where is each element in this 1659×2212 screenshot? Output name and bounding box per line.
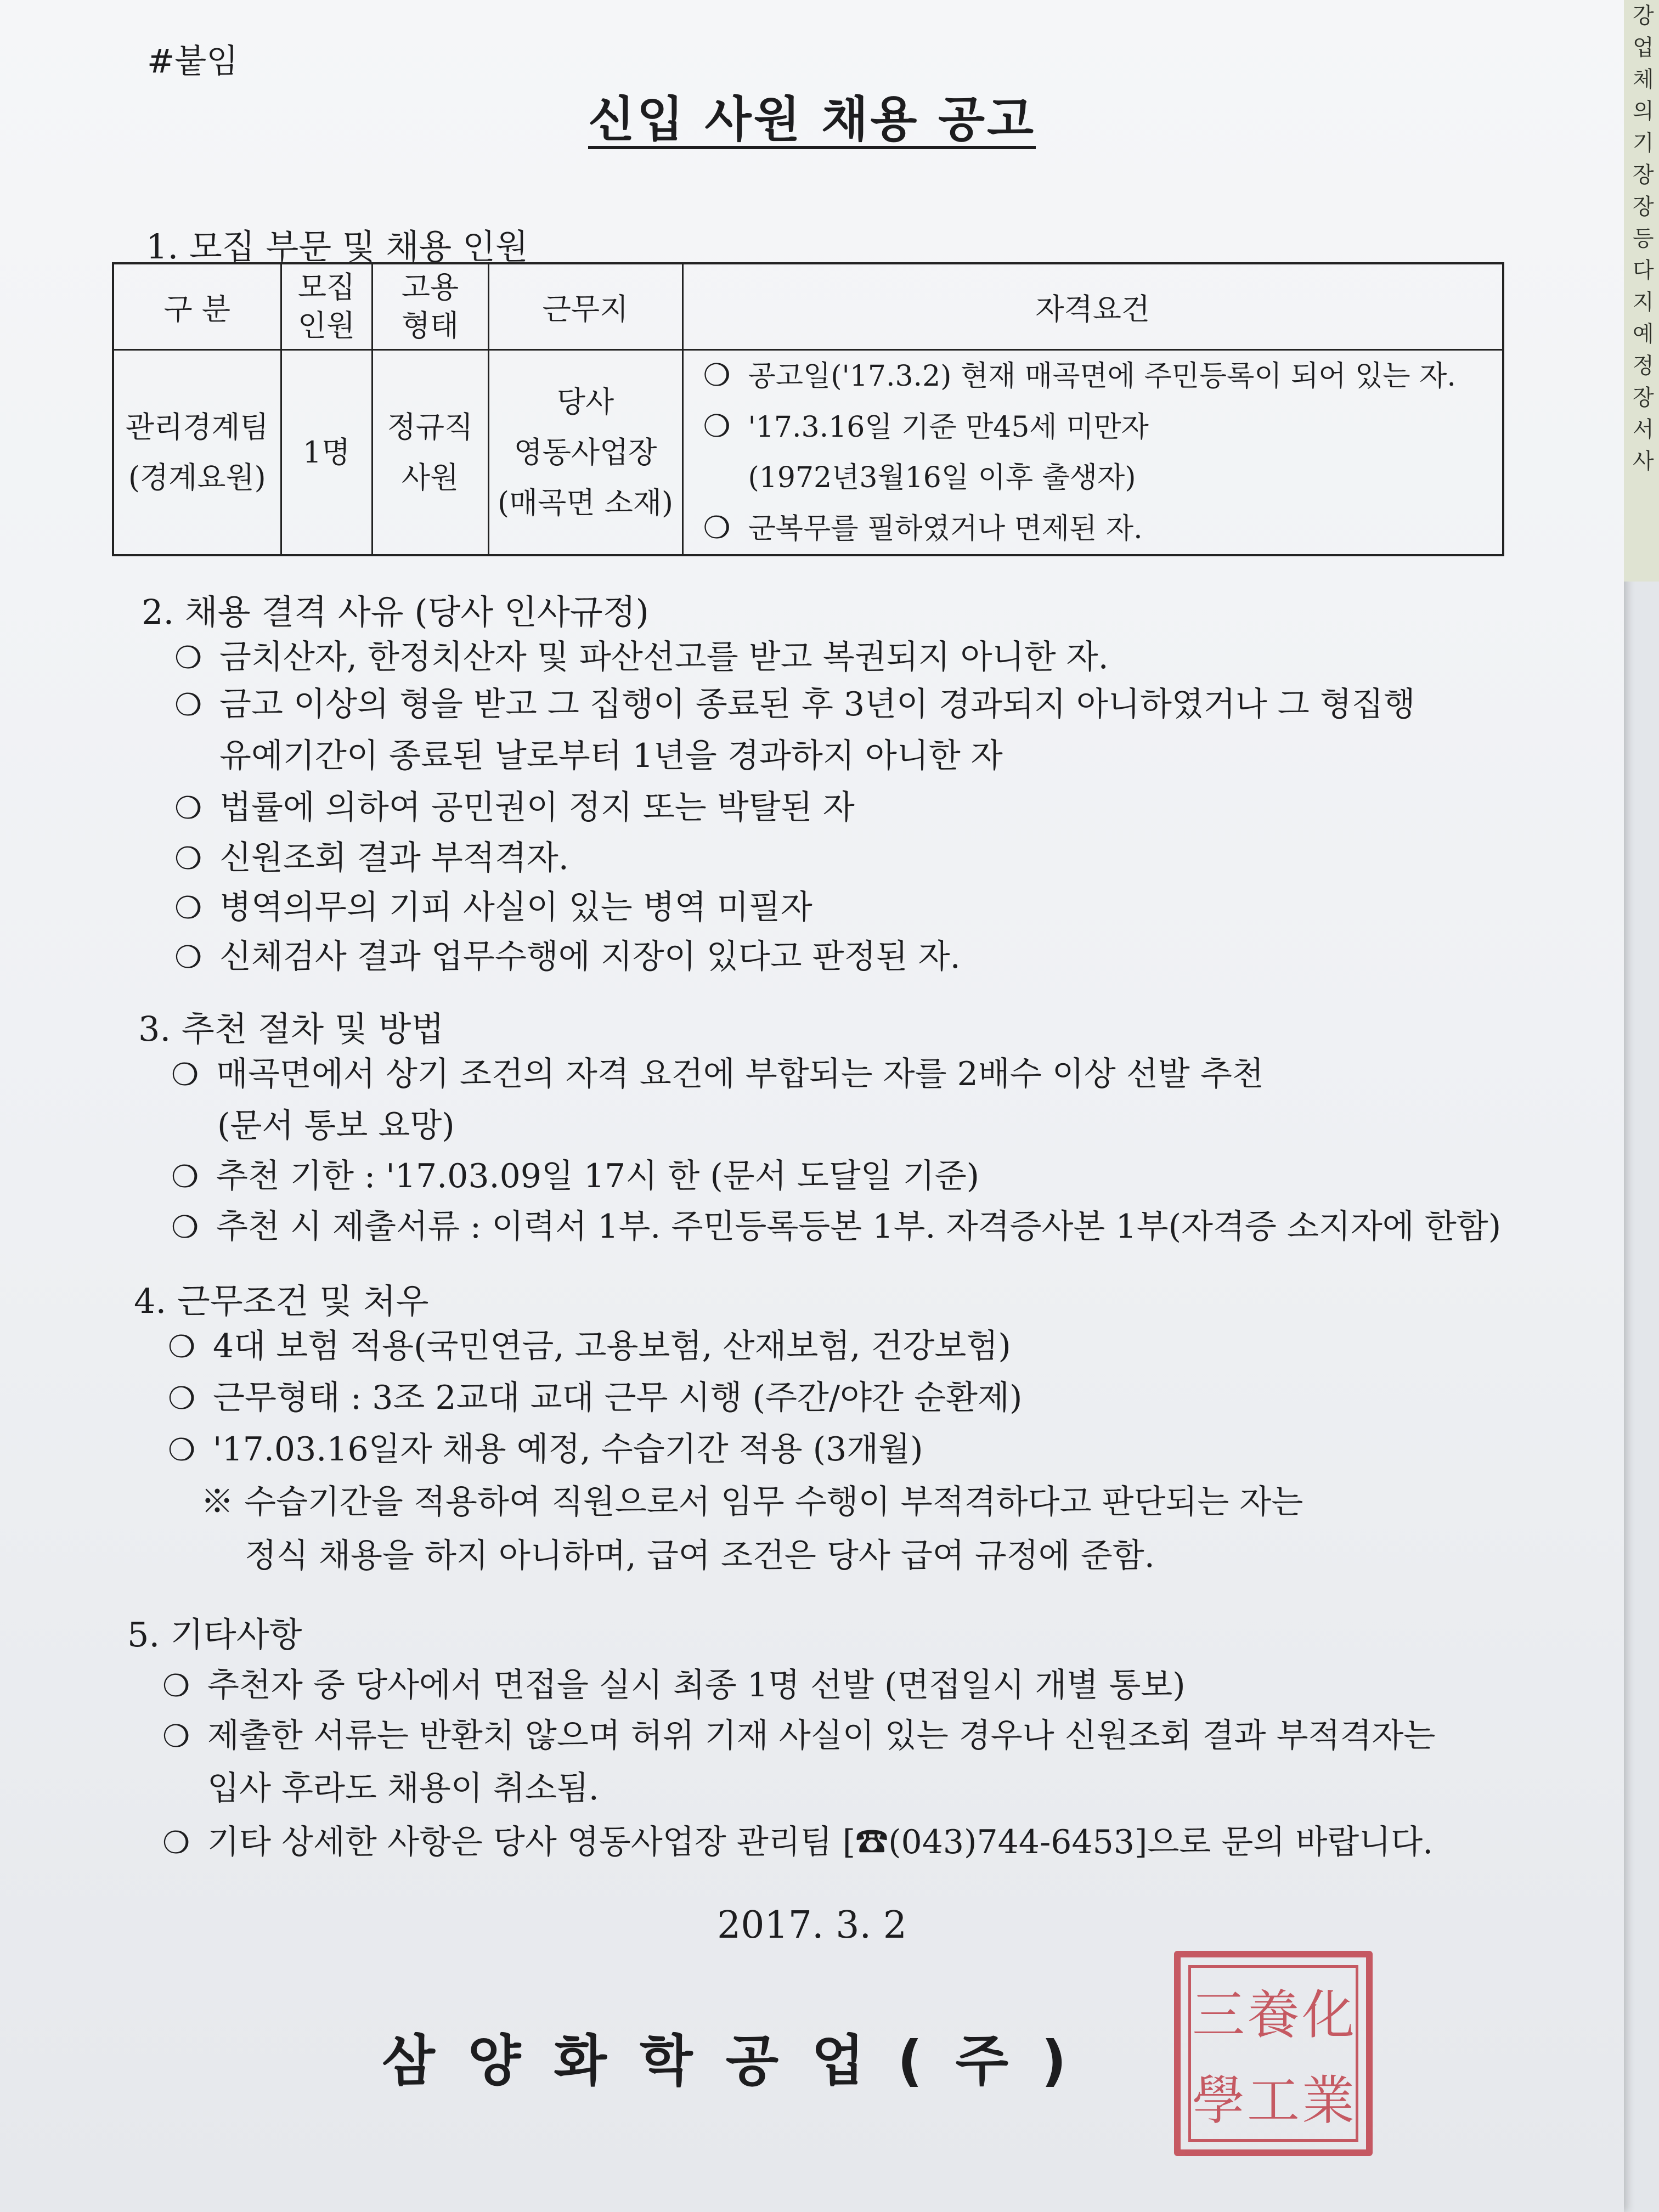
list-item-text: 기타 상세한 사항은 당사 영동사업장 관리팀 [☎(043)744-6453]으로 문의 바랍니다. [207, 1823, 1434, 1861]
qualification-item [703, 402, 1503, 453]
table-header-row [113, 263, 1503, 350]
list-item-continuation: 유예기간이 종료된 날로부터 1년을 경과하지 아니한 자 [219, 737, 1003, 775]
list-item [162, 1659, 1186, 1706]
list-item-text: 법률에 의하여 공민권이 정지 또는 박탈된 자 [219, 788, 855, 827]
table-header-headcount-text: 모집 인원 [297, 270, 356, 343]
bullet-icon: ❍ [168, 1381, 196, 1417]
list-item-text: 신체검사 결과 업무수행에 지장이 있다고 판정된 자. [219, 938, 961, 976]
employment-line1: 정규직 [387, 409, 473, 444]
employment-line2: 사원 [401, 460, 459, 495]
list-item-text: '17.03.16일자 채용 예정, 수습기간 적용 (3개월) [213, 1430, 923, 1469]
list-item-continuation: 입사 후라도 채용이 취소됨. [207, 1769, 599, 1808]
seal-char: 工 [1247, 2069, 1300, 2131]
list-item [174, 930, 961, 978]
section4-heading: 4. 근무조건 및 처우 [134, 1281, 429, 1321]
qualification-text: '17.3.16일 기준 만45세 미만자 [748, 411, 1149, 444]
bullet-icon: ❍ [168, 1329, 196, 1365]
cell-employment [372, 350, 488, 556]
cell-qualifications [682, 350, 1503, 556]
seal-char: 三 [1192, 1984, 1245, 2046]
workplace-line2: 영동사업장 [514, 435, 657, 470]
list-item-text: 추천자 중 당사에서 면접을 실시 최종 1명 선발 (면접일시 개별 통보) [207, 1666, 1186, 1705]
list-item [162, 1709, 1435, 1757]
note-line-continuation: 정식 채용을 하지 아니하며, 급여 조건은 당사 급여 규정에 준함. [245, 1537, 1155, 1575]
qualification-text: (1972년3월16일 이후 출생자) [748, 461, 1136, 494]
list-item [174, 781, 855, 828]
seal-char: 學 [1192, 2069, 1245, 2131]
qualification-item [703, 453, 1503, 503]
cell-headcount: 1명 [281, 350, 372, 556]
list-item [174, 881, 812, 928]
page-title: 신입 사원 채용 공고 [588, 91, 1036, 148]
list-item [162, 1816, 1433, 1863]
table-header-headcount [281, 263, 372, 350]
bullet-icon: ❍ [171, 1159, 199, 1195]
bullet-icon: ❍ [162, 1719, 190, 1754]
list-item [174, 631, 1109, 678]
table-header-employment-text: 고용 형태 [401, 270, 459, 343]
bullet-icon: ❍ [162, 1668, 190, 1704]
table-header-division: 구 분 [113, 263, 281, 350]
list-item-text: 금치산자, 한정치산자 및 파산선고를 받고 복권되지 아니한 자. [219, 638, 1109, 676]
list-item-text: 신원조회 결과 부적격자. [219, 839, 569, 877]
company-seal-stamp [1174, 1951, 1373, 2156]
table-header-employment [372, 263, 488, 350]
table-row [113, 350, 1503, 556]
workplace-line3: (매곡면 소재) [497, 485, 674, 520]
list-item-text: 추천 기한 : '17.03.09일 17시 한 (문서 도달일 기준) [216, 1157, 980, 1195]
bullet-icon: ❍ [703, 358, 731, 393]
adjacent-page-edge: 강업체의기장장등다지예정장서사 [1624, 0, 1659, 582]
bullet-icon: ❍ [703, 510, 731, 546]
list-item-continuation: (문서 통보 요망) [217, 1107, 455, 1145]
list-item [171, 1150, 979, 1197]
table-header-qualifications: 자격요건 [682, 263, 1503, 350]
list-item [171, 1200, 1501, 1248]
list-item-text: 근무형태 : 3조 2교대 교대 근무 시행 (주간/야간 순환제) [213, 1379, 1023, 1417]
list-item-text: 추천 시 제출서류 : 이력서 1부. 주민등록등본 1부. 자격증사본 1부(자격증 소지자에 한함) [216, 1207, 1502, 1246]
division-line1: 관리경계팀 [125, 409, 269, 444]
bullet-icon: ❍ [171, 1057, 199, 1093]
seal-char: 化 [1302, 1984, 1355, 2046]
table-header-workplace: 근무지 [488, 263, 682, 350]
seal-char: 業 [1302, 2069, 1355, 2131]
cell-workplace [488, 350, 682, 556]
bullet-icon: ❍ [174, 890, 202, 926]
bullet-icon: ❍ [171, 1210, 199, 1245]
bullet-icon: ❍ [162, 1825, 190, 1861]
list-item-text: 금고 이상의 형을 받고 그 집행이 종료된 후 3년이 경과되지 아니하였거나 그 형집행 [219, 685, 1415, 724]
bullet-icon: ❍ [174, 940, 202, 975]
bullet-icon: ❍ [174, 687, 202, 723]
company-name: 삼양화학공업(주) [382, 2029, 1099, 2093]
qualification-item [703, 503, 1503, 554]
section2-heading: 2. 채용 결격 사유 (당사 인사규정) [142, 592, 649, 632]
list-item-text: 제출한 서류는 반환치 않으며 허위 기재 사실이 있는 경우나 신원조회 결과 부적격자는 [207, 1717, 1436, 1755]
attachment-label: #붙임 [147, 42, 239, 81]
list-item-text: 매곡면에서 상기 조건의 자격 요건에 부합되는 자를 2배수 이상 선발 추천 [216, 1055, 1264, 1093]
bullet-icon: ❍ [174, 791, 202, 826]
section1-heading: 1. 모집 부문 및 채용 인원 [146, 227, 528, 267]
list-item [168, 1320, 1011, 1367]
workplace-line1: 당사 [556, 384, 614, 419]
list-item [168, 1372, 1022, 1419]
list-item [174, 832, 569, 879]
division-line2: (경계요원) [128, 460, 266, 495]
list-item [168, 1423, 923, 1470]
qualification-item [703, 351, 1503, 402]
seal-characters [1188, 1965, 1358, 2142]
list-item-text: 4대 보험 적용(국민연금, 고용보험, 산재보험, 건강보험) [213, 1327, 1011, 1365]
list-item [171, 1048, 1264, 1095]
note-line: ※ 수습기간을 적용하여 직원으로서 임무 수행이 부적격하다고 판단되는 자는 [201, 1483, 1304, 1521]
list-item [174, 678, 1415, 725]
bullet-icon: ❍ [168, 1432, 196, 1468]
document-date: 2017. 3. 2 [716, 1904, 907, 1947]
cell-division [113, 350, 281, 556]
section5-heading: 5. 기타사항 [127, 1615, 302, 1655]
bullet-icon: ❍ [174, 640, 202, 676]
bullet-icon: ❍ [703, 409, 731, 444]
seal-char: 養 [1247, 1984, 1300, 2046]
qualification-text: 군복무를 필하였거나 면제된 자. [748, 512, 1143, 545]
qualification-text: 공고일('17.3.2) 현재 매곡면에 주민등록이 되어 있는 자. [748, 360, 1456, 393]
section3-heading: 3. 추천 절차 및 방법 [138, 1009, 444, 1049]
list-item-text: 병역의무의 기피 사실이 있는 병역 미필자 [219, 888, 812, 927]
recruitment-table [112, 262, 1504, 556]
bullet-icon: ❍ [174, 841, 202, 877]
